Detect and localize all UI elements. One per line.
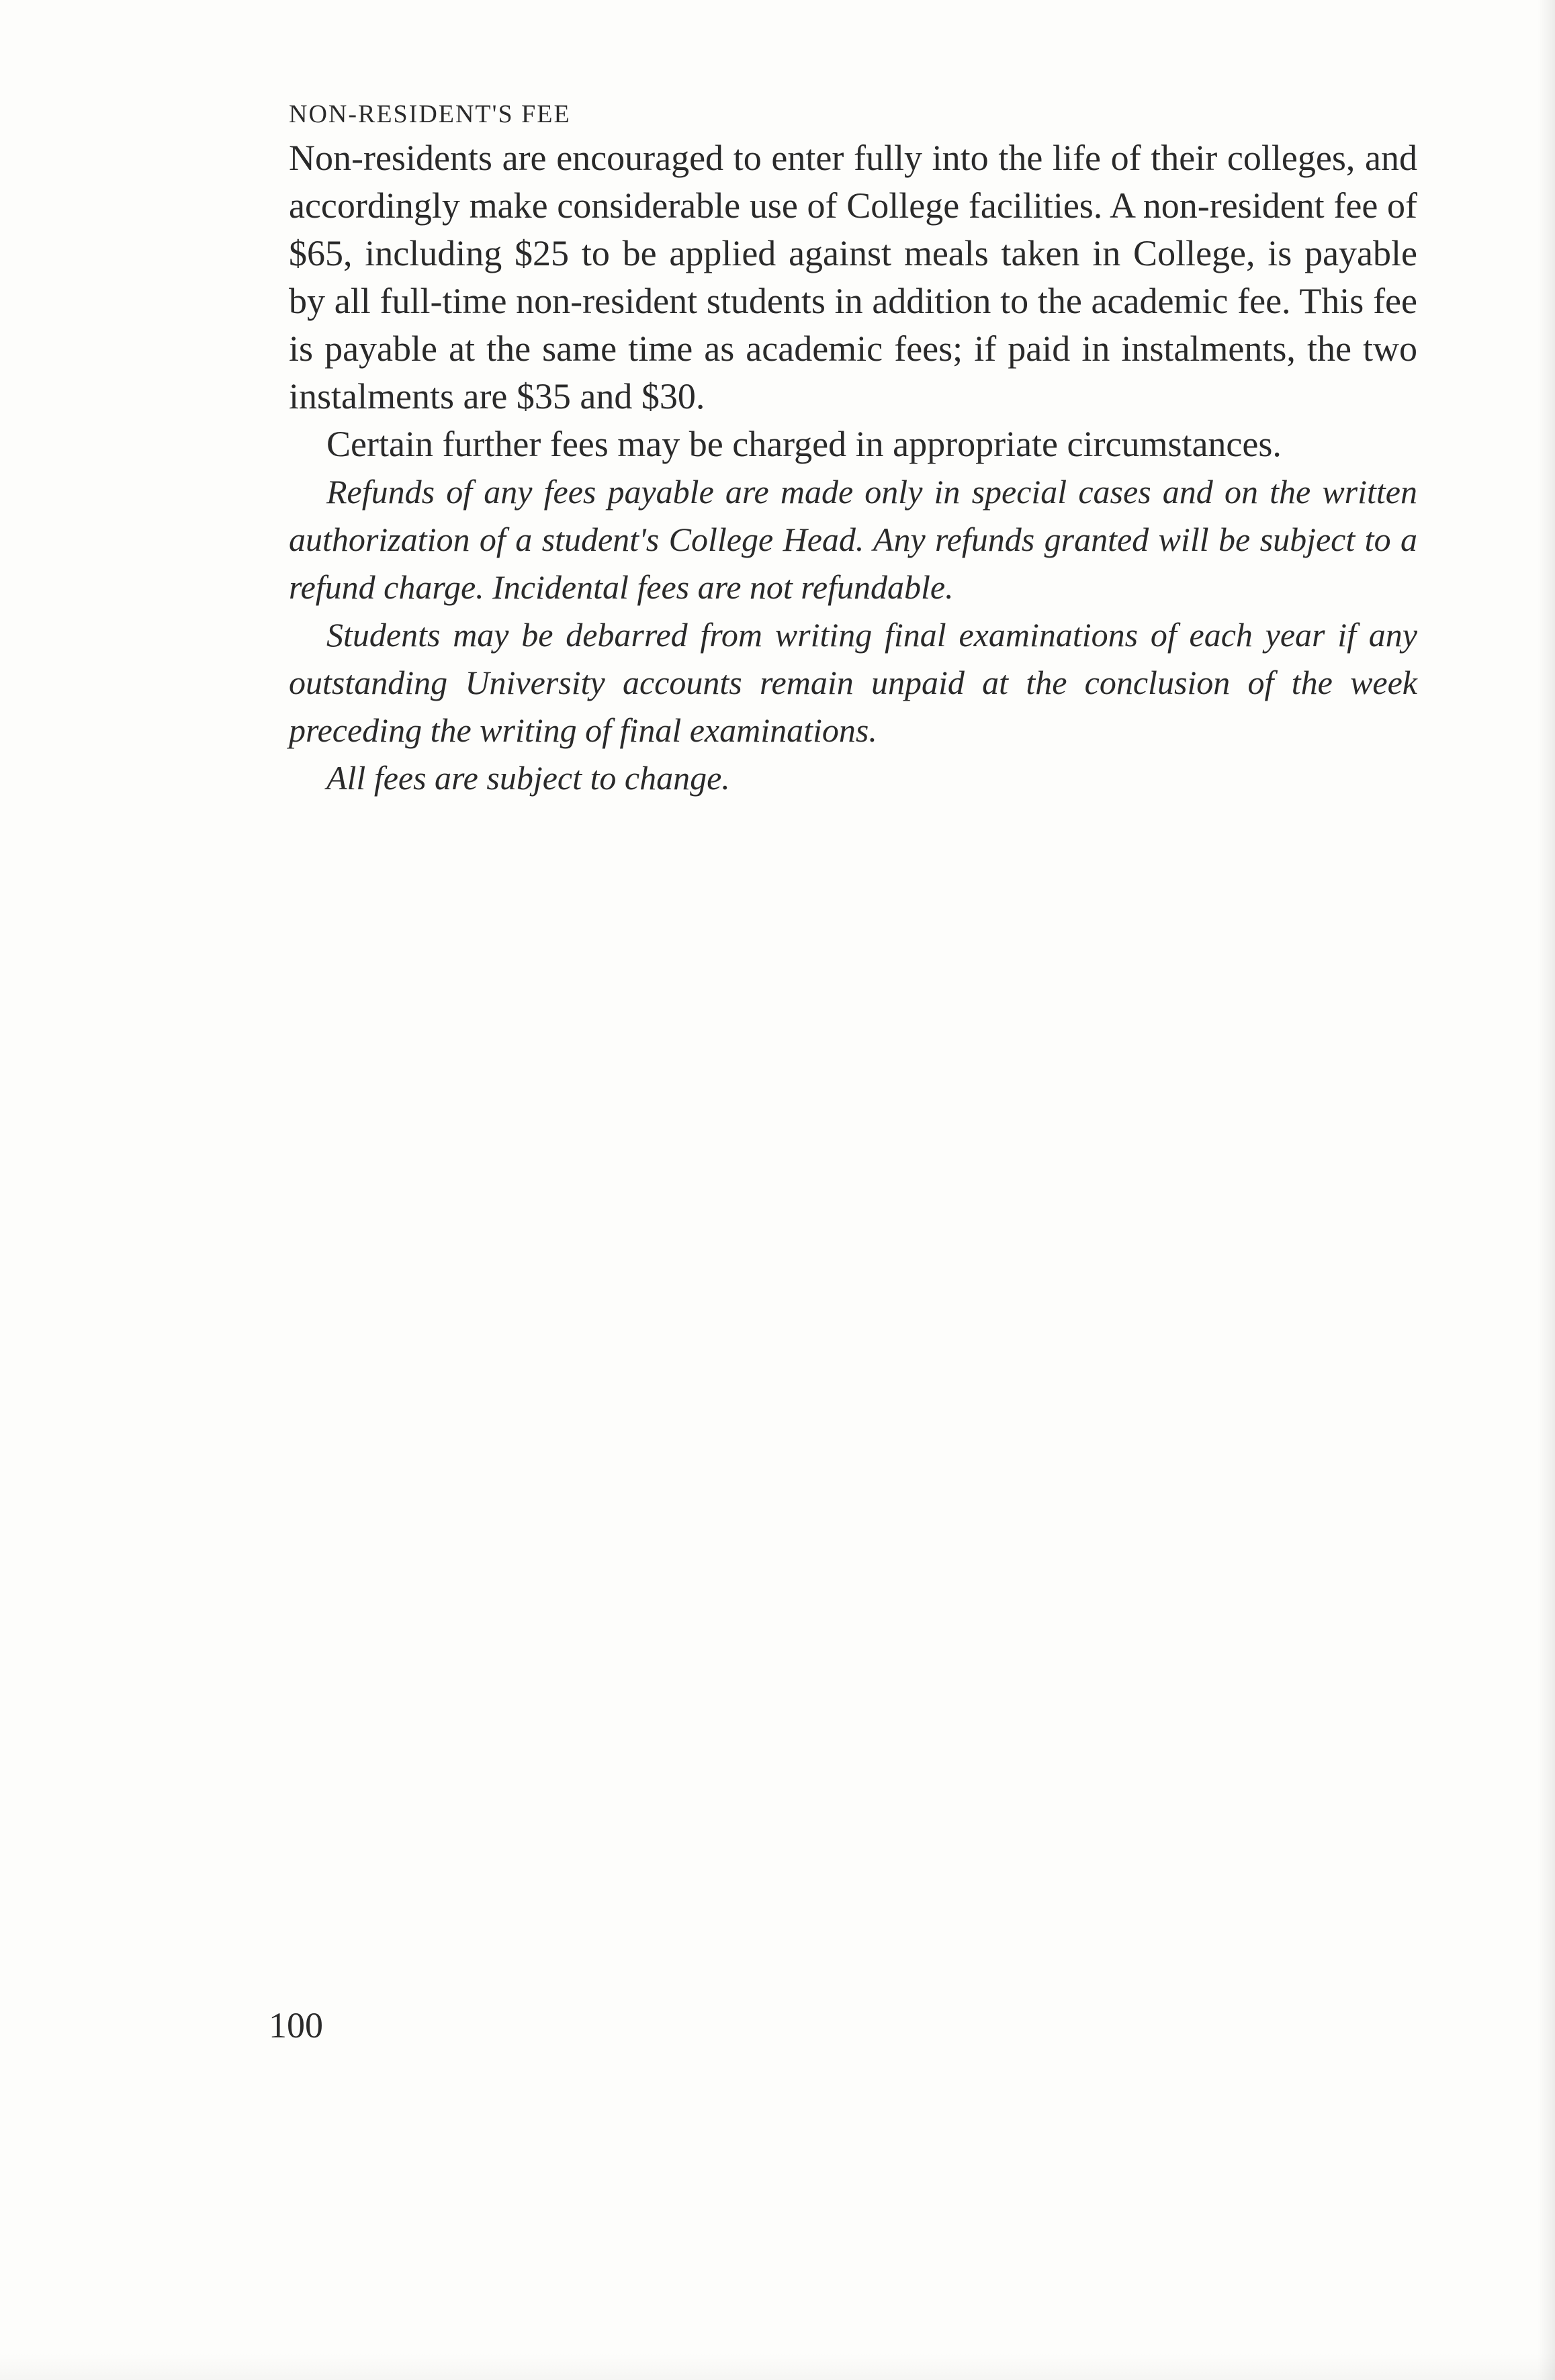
note-debarred: Students may be debarred from writing final examinations of each year if any outstanding University accounts remain unpaid at the conclusion of the week preceding the writing of final examinations.: [289, 616, 1417, 749]
section-heading: NON-RESIDENT'S FEE: [289, 100, 571, 128]
fee-section: [289, 94, 1417, 802]
note-refunds: Refunds of any fees payable are made only in special cases and on the written authorization of a student's College Head. Any refunds granted will be subject to a refund charge. Incidental fees are not refundable.: [289, 473, 1417, 606]
paragraph-non-resident-fee: Non-residents are encouraged to enter fully into the life of their colleges, and accordingly make considerable use of College facilities. A non-resident fee of $65, including $25 to be applied against meals taken in College, is payable by all full-time non-resident students in addition to the academic fee. This fee is payable at the same time as academic fees; if paid in instalments, the two instalments are $35 and $30.: [289, 138, 1417, 416]
page-bottom-shadow: [0, 2353, 1555, 2380]
page-number: 100: [269, 2005, 323, 2045]
note-subject-to-change: All fees are subject to change.: [326, 759, 730, 797]
paragraph-further-fees: Certain further fees may be charged in appropriate circumstances.: [326, 424, 1282, 464]
page-edge-shadow: [1538, 0, 1555, 2380]
